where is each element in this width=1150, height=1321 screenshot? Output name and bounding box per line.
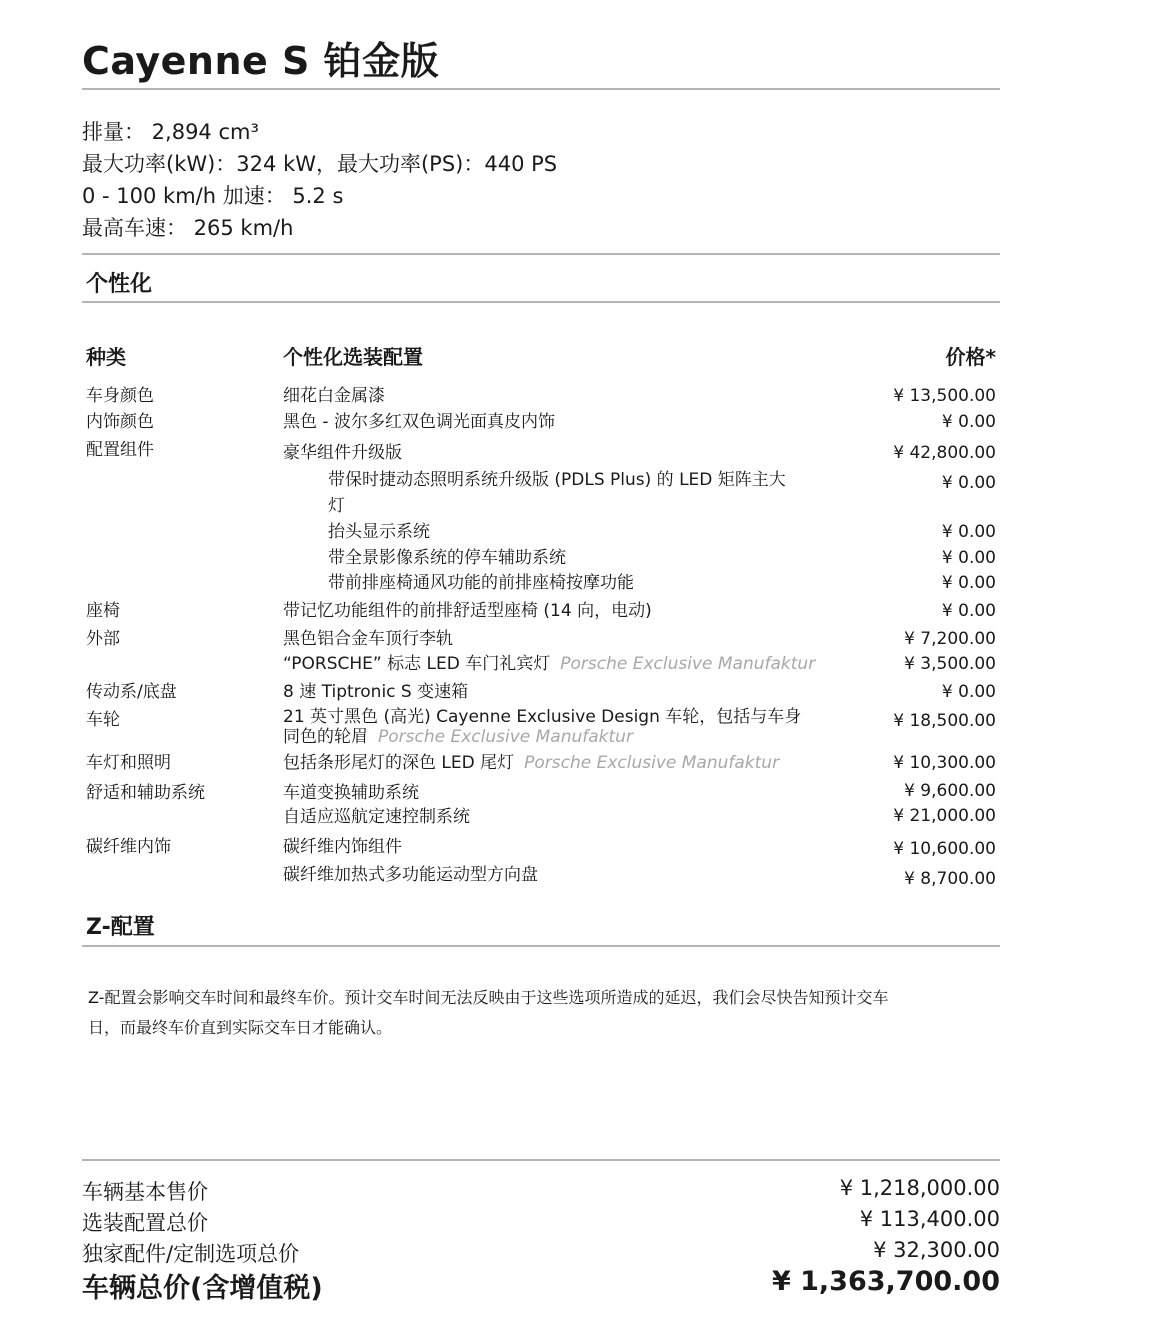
summary-label: 车辆基本售价 [82, 1180, 208, 1204]
row-price: ¥ 0.00 [941, 682, 996, 702]
row-sub-option: 抬头显示系统 [328, 522, 430, 542]
summary-label: 选装配置总价 [82, 1211, 208, 1235]
row-category: 外部 [86, 629, 120, 649]
row-price: ¥ 42,800.00 [893, 443, 996, 463]
row-option: 豪华组件升级版 [283, 443, 402, 463]
row-price: ¥ 13,500.00 [893, 386, 996, 406]
row-price: ¥ 0.00 [941, 548, 996, 568]
row-option: 黑色铝合金车顶行李轨 [283, 629, 453, 649]
spec-top-speed: 最高车速： 265 km/h [82, 216, 294, 240]
row-price: ¥ 0.00 [941, 412, 996, 432]
row-option: 自适应巡航定速控制系统 [283, 807, 470, 827]
header-category: 种类 [86, 345, 126, 369]
summary-total-value: ¥ 1,363,700.00 [771, 1266, 1000, 1297]
spec-acceleration: 0 - 100 km/h 加速： 5.2 s [82, 184, 344, 208]
header-price: 价格* [945, 345, 996, 369]
row-option [283, 654, 815, 674]
row-option-text: 同色的轮眉 [283, 727, 368, 747]
summary-total-label: 车辆总价(含增值税) [82, 1273, 323, 1304]
row-price: ¥ 0.00 [941, 601, 996, 621]
row-category: 车轮 [86, 710, 120, 730]
personalization-divider [82, 301, 1000, 303]
summary-value: ¥ 113,400.00 [859, 1207, 1000, 1231]
row-sub-option-continued: 灯 [328, 496, 345, 516]
row-category: 内饰颜色 [86, 412, 154, 432]
row-option: 碳纤维加热式多功能运动型方向盘 [283, 865, 538, 885]
row-price: ¥ 8,700.00 [904, 869, 996, 889]
row-option-text: “PORSCHE” 标志 LED 车门礼宾灯 [283, 654, 551, 674]
summary-value: ¥ 32,300.00 [873, 1238, 1000, 1262]
z-config-note [88, 983, 992, 1043]
row-price: ¥ 21,000.00 [893, 806, 996, 826]
row-category: 车身颜色 [86, 386, 154, 406]
row-price: ¥ 0.00 [941, 522, 996, 542]
summary-value: ¥ 1,218,000.00 [839, 1176, 1000, 1200]
row-price: ¥ 3,500.00 [904, 654, 996, 674]
row-price: ¥ 18,500.00 [893, 711, 996, 731]
row-sub-option: 带保时捷动态照明系统升级版 (PDLS Plus) 的 LED 矩阵主大 [328, 470, 786, 490]
z-config-note-line: Z-配置会影响交车时间和最终车价。预计交车时间无法反映由于这些选项所造成的延迟，我们会尽快告知预计交车 [88, 988, 889, 1007]
z-config-divider [82, 945, 1000, 947]
row-option-text: 包括条形尾灯的深色 LED 尾灯 [283, 753, 515, 773]
row-option: 21 英寸黑色 (高光) Cayenne Exclusive Design 车轮，包括与车身 [283, 707, 802, 727]
exclusive-manufaktur-tag: Porsche Exclusive Manufaktur [378, 727, 633, 747]
exclusive-manufaktur-tag: Porsche Exclusive Manufaktur [560, 654, 816, 674]
title-divider [82, 88, 1000, 90]
row-category: 座椅 [86, 601, 120, 621]
row-price: ¥ 10,300.00 [893, 753, 996, 773]
row-option: 车道变换辅助系统 [283, 783, 419, 803]
spec-displacement: 排量： 2,894 cm³ [82, 120, 259, 144]
row-option: 带记忆功能组件的前排舒适型座椅 (14 向，电动) [283, 601, 652, 621]
row-option: 黑色 - 波尔多红双色调光面真皮内饰 [283, 412, 555, 432]
row-option: 8 速 Tiptronic S 变速箱 [283, 682, 469, 702]
header-option: 个性化选装配置 [283, 345, 423, 369]
row-price: ¥ 0.00 [941, 573, 996, 593]
summary-divider [82, 1159, 1000, 1161]
spec-power: 最大功率(kW)：324 kW，最大功率(PS)：440 PS [82, 152, 558, 176]
row-price: ¥ 0.00 [941, 473, 996, 493]
row-option [283, 753, 779, 773]
row-sub-option: 带全景影像系统的停车辅助系统 [328, 548, 566, 568]
row-price: ¥ 7,200.00 [904, 629, 996, 649]
specs-divider [82, 253, 1000, 255]
row-category: 碳纤维内饰 [86, 837, 171, 857]
page-title: Cayenne S 铂金版 [82, 39, 440, 83]
z-config-title: Z-配置 [86, 915, 155, 940]
row-price: ¥ 9,600.00 [904, 781, 996, 801]
row-sub-option: 带前排座椅通风功能的前排座椅按摩功能 [328, 573, 634, 593]
summary-label: 独家配件/定制选项总价 [82, 1242, 300, 1266]
row-option: 细花白金属漆 [283, 386, 385, 406]
row-price: ¥ 10,600.00 [893, 839, 996, 859]
row-category: 传动系/底盘 [86, 682, 177, 702]
z-config-note-line: 日，而最终车价直到实际交车日才能确认。 [88, 1018, 393, 1037]
row-category: 配置组件 [86, 440, 154, 460]
exclusive-manufaktur-tag: Porsche Exclusive Manufaktur [524, 753, 780, 773]
row-option: 碳纤维内饰组件 [283, 837, 402, 857]
specs-block [82, 116, 557, 244]
row-category: 车灯和照明 [86, 753, 171, 773]
row-category: 舒适和辅助系统 [86, 783, 205, 803]
personalization-title: 个性化 [86, 272, 153, 297]
row-option-continued [283, 727, 633, 747]
